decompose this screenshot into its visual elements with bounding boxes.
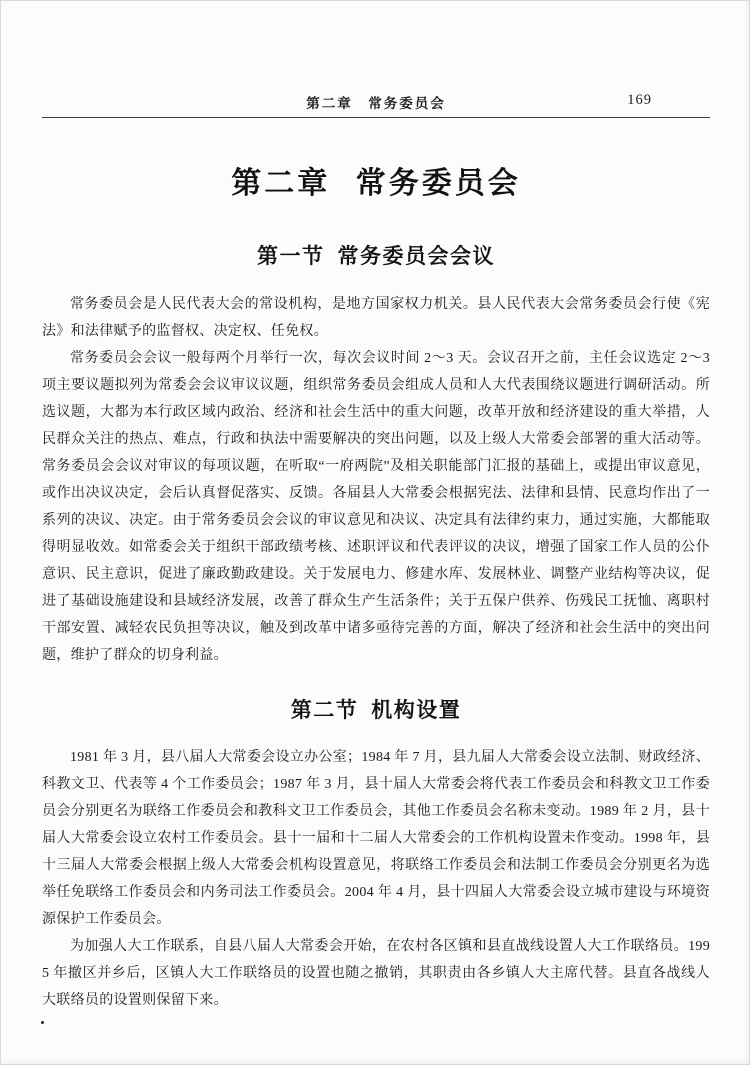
running-header-title: 第二章 常务委员会: [306, 96, 446, 111]
page-content: [0, 92, 750, 1014]
scan-ink-dot-artifact: [41, 1021, 44, 1024]
section-2-body: [42, 744, 710, 1014]
chapter-number: 第二章: [231, 167, 331, 200]
section-1-paragraph-1: 常务委员会是人民代表大会的常设机构，是地方国家权力机关。县人民代表大会常务委员会行使《宪法》和法律赋予的监督权、决定权、任免权。: [42, 297, 710, 339]
running-header: [42, 92, 710, 118]
section-1-number: 第一节: [256, 245, 325, 268]
chapter-title: [42, 166, 710, 202]
section-2-number: 第二节: [290, 699, 359, 722]
section-2-heading: [42, 696, 710, 726]
section-2-title: 机构设置: [371, 699, 462, 722]
section-1-title: 常务委员会会议: [337, 245, 495, 268]
section-1-paragraph-2: 常务委员会会议一般每两个月举行一次，每次会议时间 2～3 天。会议召开之前，主任会议选定 2～3 项主要议题拟列为常委会会议审议议题，组织常务委员会组成人员和人大代表围绕议题进行调研活动。所选议题，大都为本行政区域内政治、经济和社会生活中的重大问题，改革开放和经济建设的重大举措，人民群众关注的热点、难点，行政和执法中需要解决的突出问题，以及上级人大常委会部署的重大活动等。常务委员会会议对审议的每项议题，在听取“一府两院”及相关职能部门汇报的基础上，或提出审议意见，或作出决议决定，会后认真督促落实、反馈。各届县人大常委会根据宪法、法律和县情、民意均作出了一系列的决议、决定。由于常务委员会会议的审议意见和决议、决定具有法律约束力，通过实施，大都能取得明显收效。如常委会关于组织干部政绩考核、述职评议和代表评议的决议，增强了国家工作人员的公仆意识、民主意识，促进了廉政勤政建设。关于发展电力、修建水库、发展林业、调整产业结构等决议，促进了基础设施建设和县域经济发展，改善了群众生产生活条件；关于五保户供养、伤残民工抚恤、离职村干部安置、减轻农民负担等决议，触及到改革中诸多亟待完善的方面，解决了经济和社会生活中的突出问题，维护了群众的切身利益。: [42, 351, 710, 663]
section-2-paragraph-1: 1981 年 3 月，县八届人大常委会设立办公室；1984 年 7 月，县九届人大常委会设立法制、财政经济、科教文卫、代表等 4 个工作委员会；1987 年 3 月，县十届人大常委会将代表工作委员会和科教文卫工作委员会分别更名为联络工作委员会和教科文卫工作委员会，其他工作委员会名称未变动。1989 年 2 月，县十届人大常委会设立农村工作委员会。县十一届和十二届人大常委会的工作机构设置未作变动。1998 年，县十三届人大常委会根据上级人大常委会机构设置意见，将联络工作委员会和法制工作委员会分别更名为选举任免联络工作委员会和内务司法工作委员会。2004 年 4 月，县十四届人大常委会设立城市建设与环境资源保护工作委员会。: [42, 750, 710, 927]
page-number: 169: [627, 92, 652, 108]
section-2-paragraph-2: 为加强人大工作联系，自县八届人大常委会开始，在农村各区镇和县直战线设置人大工作联络员。1995 年撤区并乡后，区镇人大工作联络员的设置也随之撤销，其职责由各乡镇人大主席代替。县直各战线人大联络员的设置则保留下来。: [42, 939, 710, 1008]
section-1-heading: [42, 242, 710, 272]
chapter-name: 常务委员会: [355, 167, 521, 200]
